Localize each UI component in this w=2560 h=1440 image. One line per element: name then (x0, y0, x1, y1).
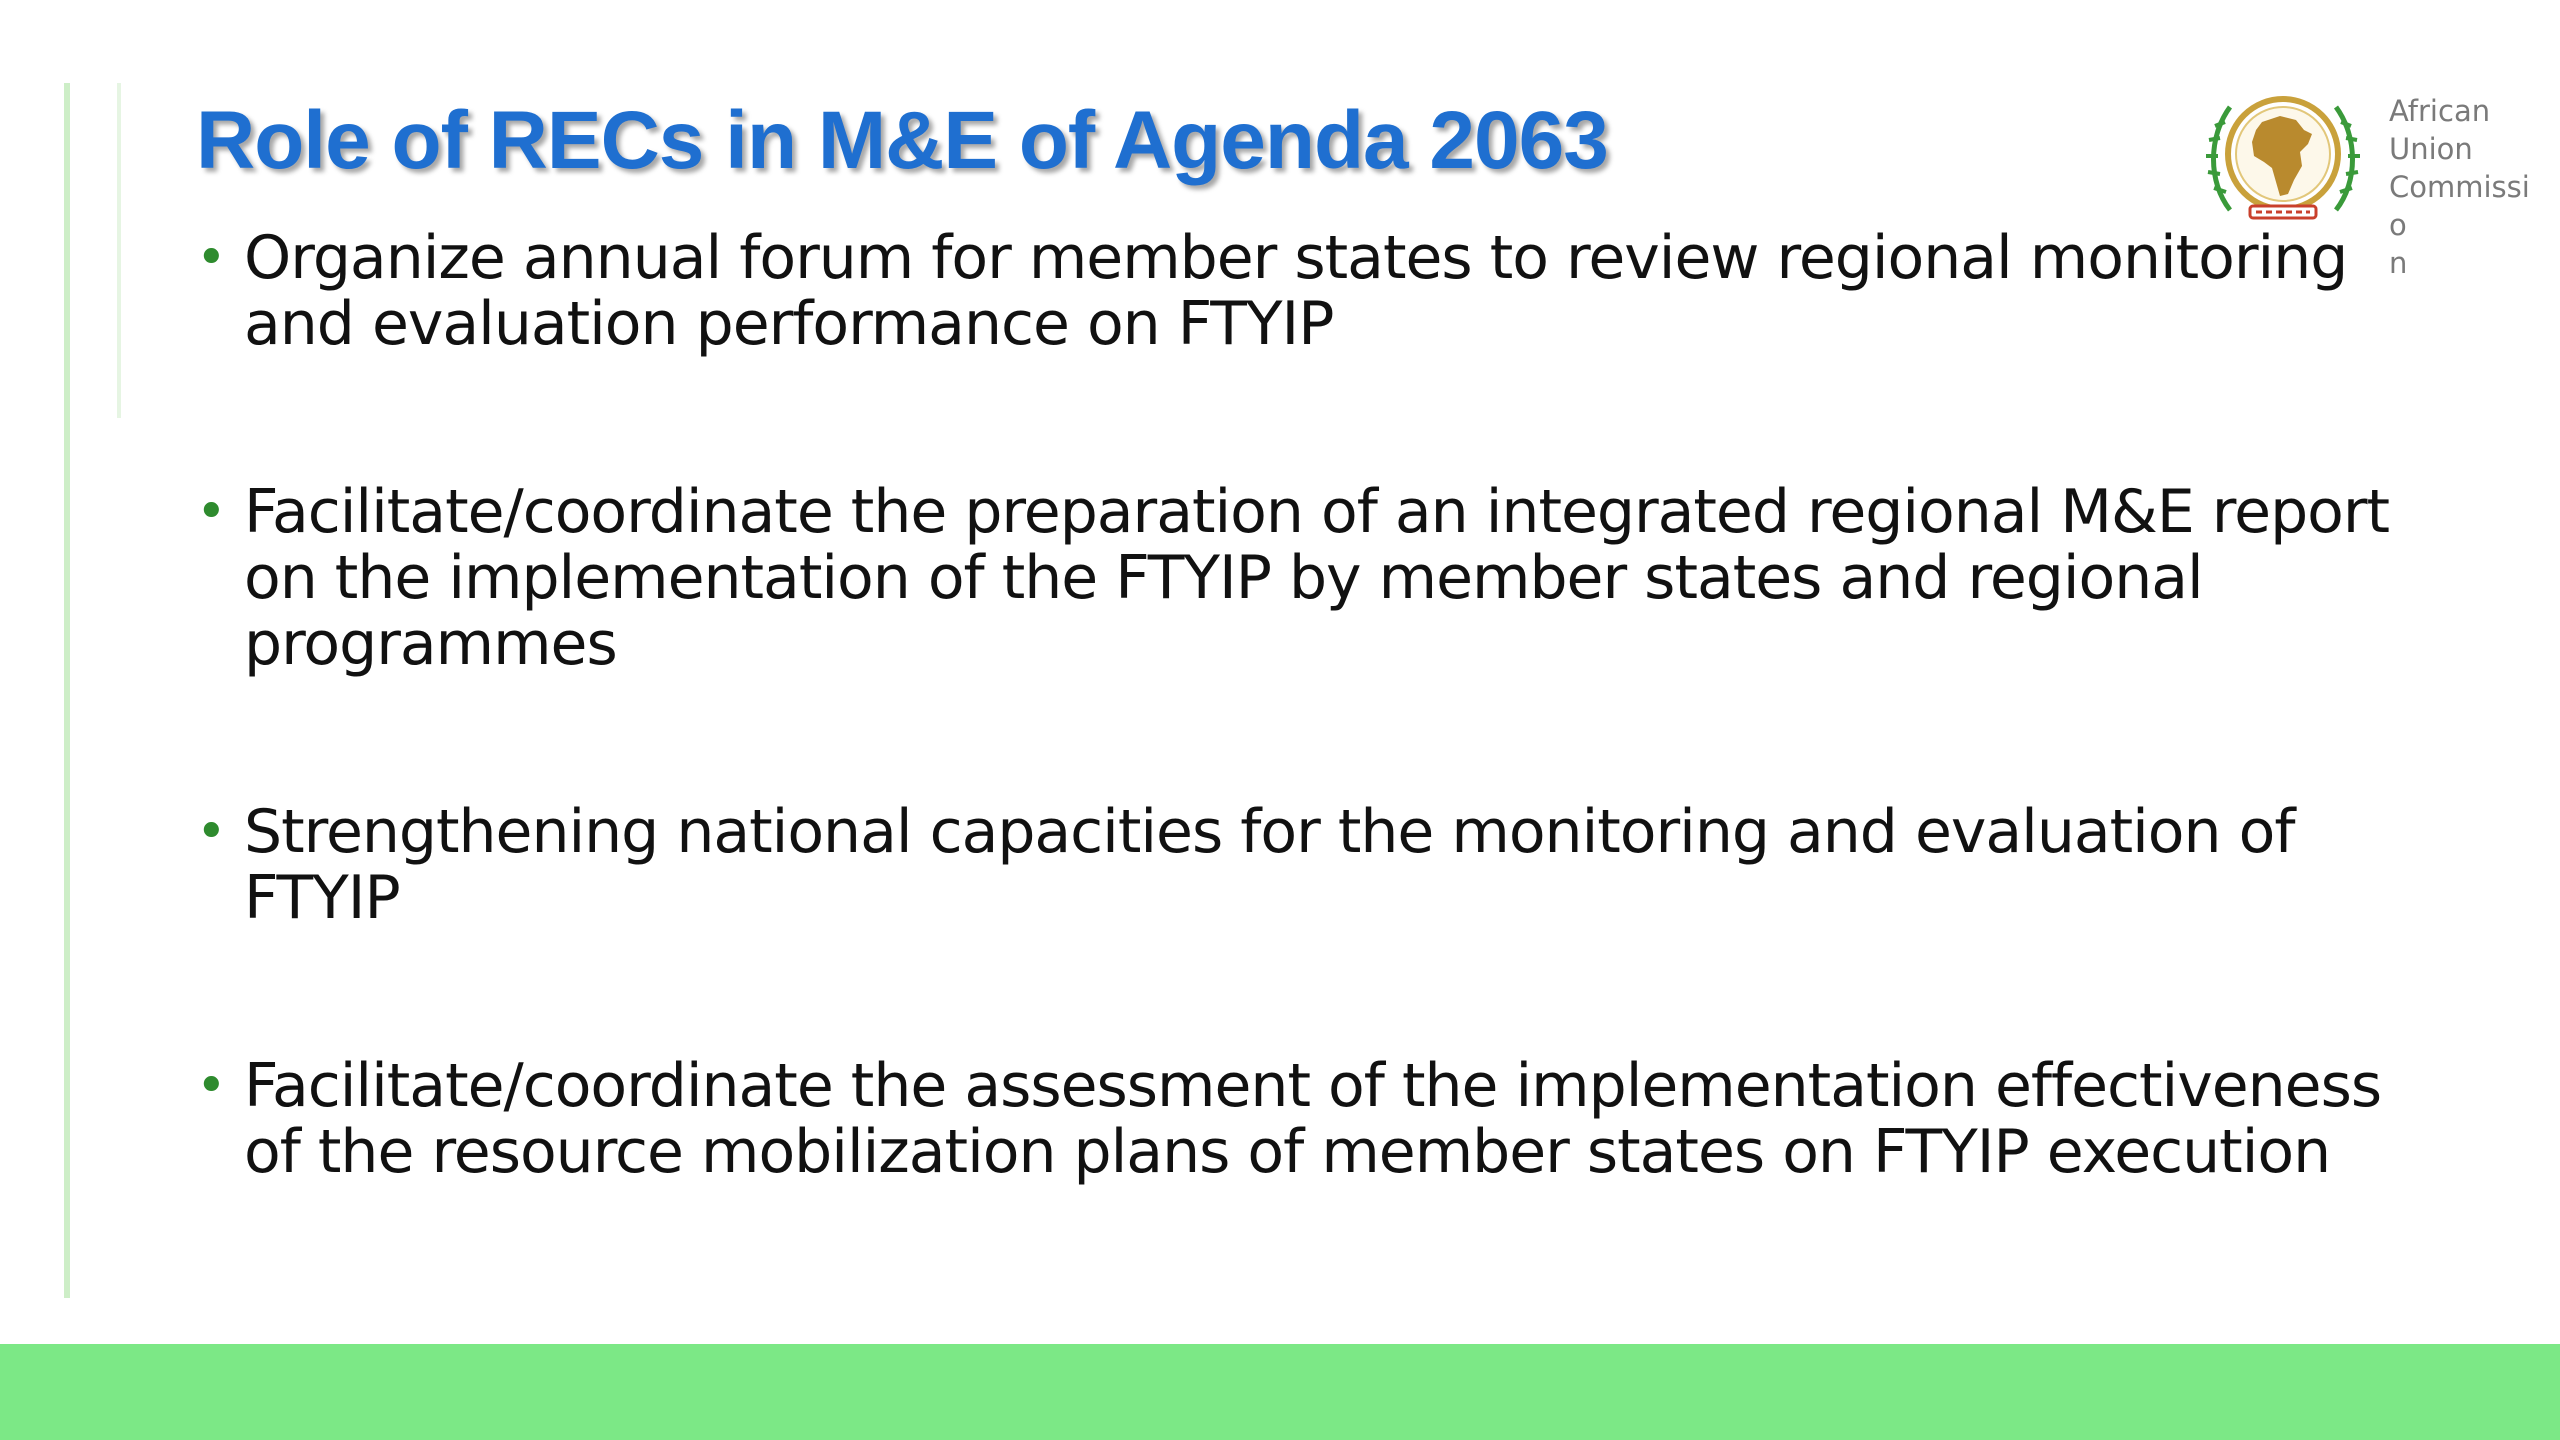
logo-caption-line: Commissio (2389, 170, 2530, 242)
bullet-text: Strengthening national capacities for the monitoring and evaluation of FTYIP (244, 797, 2295, 933)
logo-caption-line: n (2389, 246, 2408, 280)
logo-caption-line: African (2389, 94, 2491, 128)
bullet-dot-icon: • (196, 228, 226, 288)
bullet-dot-icon: • (196, 482, 226, 542)
bullet-text: Facilitate/coordinate the preparation of an integrated regional M&E report on the implementation of the FTYIP by member states and regional programmes (244, 477, 2390, 679)
bullet-dot-icon: • (196, 802, 226, 862)
african-union-emblem-icon (2200, 82, 2366, 232)
bullet-dot-icon: • (196, 1056, 226, 1116)
slide-title: Role of RECs in M&E of Agenda 2063 (196, 95, 1608, 186)
bullet-item (196, 225, 2426, 357)
bullet-list (196, 225, 2426, 1185)
inner-accent-line (117, 83, 121, 418)
left-accent-line (64, 83, 70, 1298)
footer-band (0, 1344, 2560, 1440)
bullet-item (196, 479, 2426, 677)
bullet-item (196, 799, 2426, 931)
bullet-text: Facilitate/coordinate the assessment of the implementation effectiveness of the resource mobilization plans of member states on FTYIP execution (244, 1051, 2382, 1187)
bullet-text: Organize annual forum for member states to review regional monitoring and evaluation performance on FTYIP (244, 223, 2348, 359)
logo-caption-line: Union (2389, 132, 2473, 166)
bullet-item (196, 1053, 2426, 1185)
